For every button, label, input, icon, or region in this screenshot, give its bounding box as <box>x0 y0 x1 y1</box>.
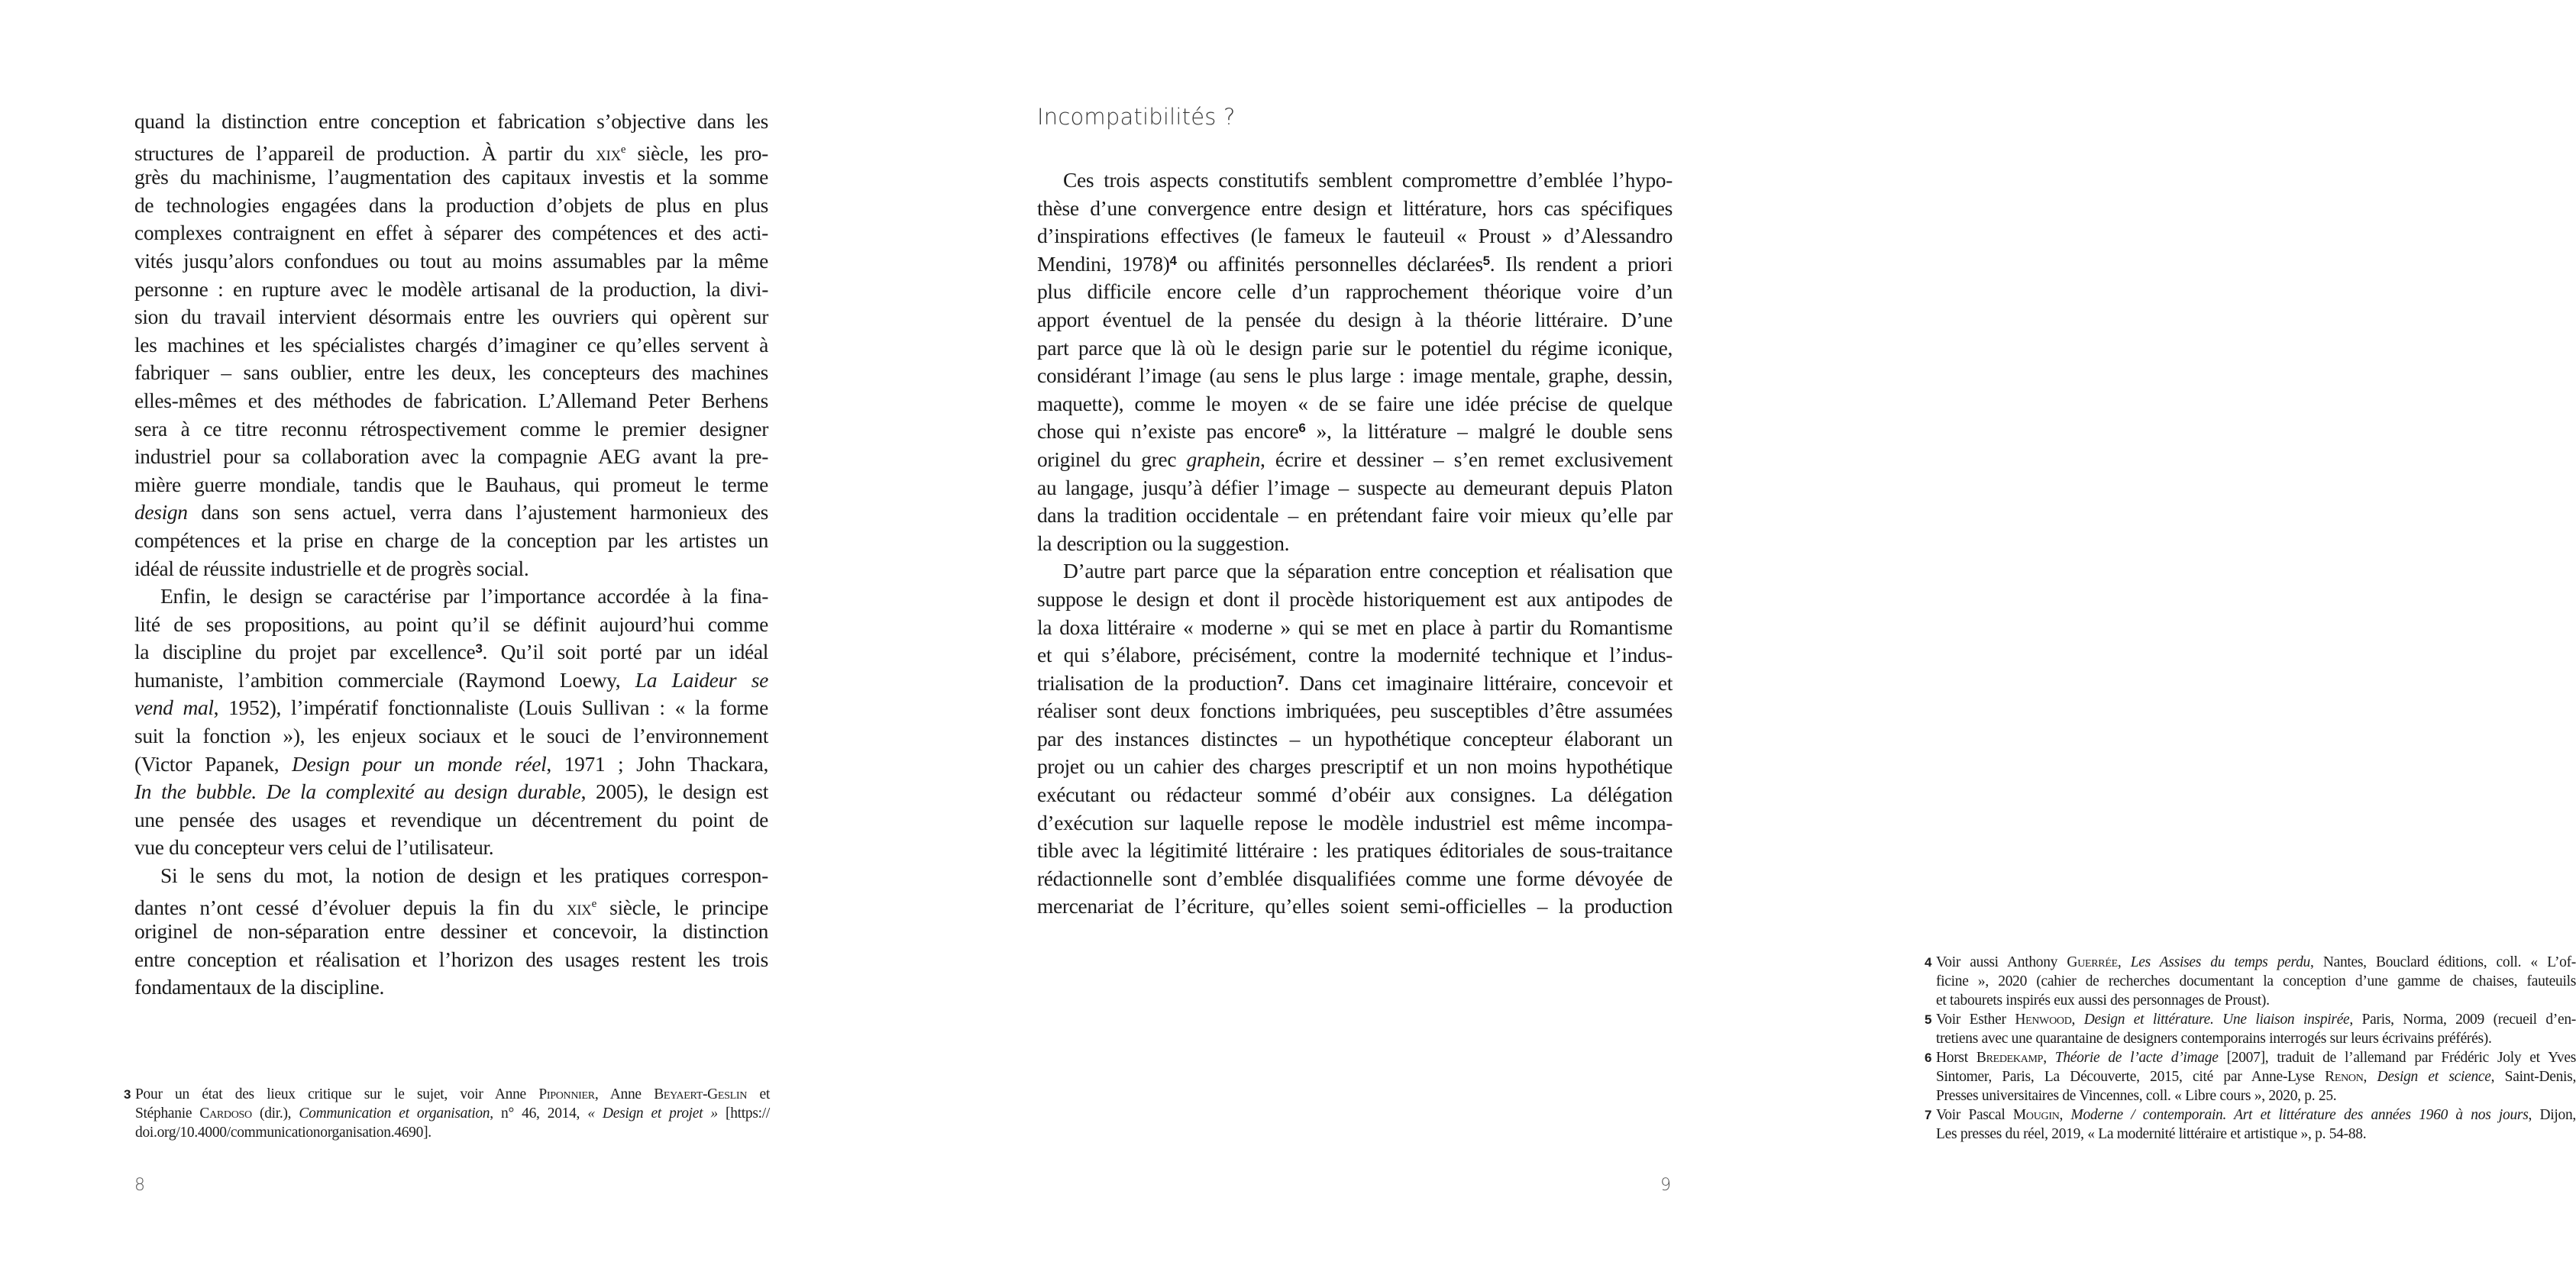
text-line <box>134 806 768 834</box>
text-run: , <box>2043 1050 2055 1066</box>
text-line <box>134 276 768 304</box>
footnote <box>1925 1105 2576 1144</box>
footnote-line <box>135 1085 770 1104</box>
text-run: », la littérature – malgré le double sens <box>1305 419 1673 444</box>
text-run: de technologies engagées dans la production d’objets de plus en plus <box>134 192 768 217</box>
page-number: 9 <box>1660 1176 1671 1195</box>
text-run: ficine », 2020 (cahier de recherches documentant la conception d’une gamme de chaises, fauteuils <box>1936 973 2576 989</box>
text-run: siècle, le principe <box>596 895 768 919</box>
footnote-reference[interactable]: 7 <box>1277 672 1285 687</box>
small-caps-text: Guerrée <box>2067 954 2118 970</box>
text-line <box>134 192 768 220</box>
text-run: d’exécution sur laquelle repose le modèle industriel est même incompa- <box>1037 810 1673 834</box>
text-line <box>1037 557 1673 586</box>
text-run: [https:// <box>717 1105 770 1122</box>
text-run: et tabourets inspirés eux aussi des personnages de Proust). <box>1936 992 2270 1009</box>
text-line <box>134 918 768 946</box>
section-heading: Incompatibilités ? <box>1037 104 1236 130</box>
text-run: sera à ce titre reconnu rétrospectivement comme le premier designer <box>134 416 768 441</box>
text-line <box>1037 670 1673 698</box>
text-run: , 1971 ; John Thackara, <box>546 751 768 776</box>
text-run: part parce que là où le design parie sur le potentiel du régime iconique, <box>1037 335 1673 360</box>
footnote-line <box>135 1123 770 1142</box>
text-run: Voir Esther <box>1936 1012 2015 1028</box>
text-line <box>1037 697 1673 725</box>
italic-text: Design et littérature. Une liaison inspirée <box>2083 1012 2350 1028</box>
italic-text: graphein <box>1186 447 1261 471</box>
right-body-text <box>1037 166 1673 921</box>
text-run: . Ils rendent a priori <box>1489 251 1673 276</box>
left-body-text <box>134 108 768 1002</box>
text-run: Si le sens du mot, la notion de design et les pratiques correspon- <box>160 863 768 888</box>
small-caps-text: Beyaert-Geslin <box>654 1086 748 1102</box>
text-line <box>1037 195 1673 223</box>
text-run: Presses universitaires de Vincennes, coll. « Libre cours », 2020, p. 25. <box>1936 1088 2337 1104</box>
left-footnotes <box>124 1085 770 1142</box>
text-run: vités jusqu’alors confondues ou tout au moins assumables par la même <box>134 248 768 273</box>
right-page <box>902 0 2576 1262</box>
small-caps-text: Renon <box>2325 1069 2364 1085</box>
text-line <box>134 471 768 499</box>
text-line <box>134 136 768 164</box>
text-line <box>134 750 768 779</box>
text-run: grès du machinisme, l’augmentation des capitaux investis et la somme <box>134 165 768 189</box>
footnote-line <box>1936 1125 2576 1144</box>
italic-text: vend mal <box>134 696 214 720</box>
small-caps-text: Bredekamp <box>1976 1050 2044 1066</box>
text-run: Voir Pascal <box>1936 1107 2013 1123</box>
text-line <box>134 443 768 471</box>
text-run: tretiens avec une quarantaine de designers contemporains interrogés sur leurs écrivains préférés). <box>1936 1031 2492 1047</box>
text-line <box>1037 222 1673 250</box>
text-line <box>134 331 768 360</box>
text-run: Horst <box>1936 1050 1976 1066</box>
text-run: une pensée des usages et revendique un décentrement du point de <box>134 807 768 831</box>
text-run: (Victor Papanek, <box>134 751 293 776</box>
text-line <box>1037 781 1673 809</box>
text-line <box>1037 474 1673 502</box>
text-line <box>134 778 768 806</box>
text-run: structures de l’appareil de production. À partir du <box>134 140 596 165</box>
text-run: , <box>2059 1107 2071 1123</box>
text-line <box>1037 614 1673 642</box>
text-run: la discipline du projet par excellence <box>134 640 476 664</box>
italic-text: « Design et projet » <box>587 1105 718 1122</box>
text-run: idéal de réussite industrielle et de progrès social. <box>134 556 529 580</box>
text-line <box>1037 586 1673 614</box>
text-run: , écrire et dessiner – s’en remet exclusivement <box>1260 447 1673 471</box>
footnote <box>124 1085 770 1142</box>
footnote-line <box>135 1104 770 1123</box>
footnote <box>1925 1048 2576 1105</box>
text-line <box>134 359 768 387</box>
text-run: trialisation de la production <box>1037 670 1278 695</box>
text-line <box>134 583 768 611</box>
small-caps-text: xix <box>596 140 621 165</box>
text-run: , Dijon, <box>2528 1107 2576 1123</box>
left-page <box>0 0 902 1262</box>
text-run: exécutant ou rédacteur sommé d’obéir aux consignes. La délégation <box>1037 783 1673 807</box>
text-run: siècle, les pro- <box>625 140 768 165</box>
text-run: (dir.), <box>251 1105 299 1122</box>
text-run: elles-mêmes et des méthodes de fabrication. L’Allemand Peter Berhens <box>134 388 768 412</box>
text-line <box>1037 166 1673 195</box>
footnote-reference[interactable]: 4 <box>1169 253 1177 268</box>
text-line <box>134 834 768 862</box>
small-caps-text: Henwood <box>2015 1012 2072 1028</box>
text-line <box>1037 865 1673 893</box>
text-line <box>1037 837 1673 865</box>
text-line <box>134 862 768 890</box>
text-run: Enfin, le design se caractérise par l’importance accordée à la fina- <box>160 584 768 608</box>
small-caps-text: xix <box>566 895 592 919</box>
text-line <box>134 722 768 750</box>
text-run: , Nantes, Bouclard éditions, coll. « L’of- <box>2309 954 2576 970</box>
text-line <box>1037 446 1673 474</box>
text-line <box>1037 641 1673 670</box>
text-line <box>1037 278 1673 306</box>
text-line <box>134 667 768 695</box>
text-run: fabriquer – sans oublier, entre les deux, les concepteurs des machines <box>134 360 768 385</box>
text-line <box>1037 892 1673 921</box>
text-run: au langage, jusqu’à défier l’image – suspecte au demeurant depuis Platon <box>1037 475 1673 499</box>
text-run: fondamentaux de la discipline. <box>134 975 385 999</box>
footnote-number: 5 <box>1925 1012 1932 1027</box>
text-run: , <box>2117 954 2131 970</box>
text-run: les machines et les spécialistes chargés d’imaginer ce qu’elles servent à <box>134 332 768 357</box>
text-run: . Qu’il soit porté par un idéal <box>482 640 768 664</box>
text-run: sion du travail intervient désormais entre les ouvriers qui opèrent sur <box>134 305 768 329</box>
text-run: Les presses du réel, 2019, « La modernité littéraire et artistique », p. 54-88. <box>1936 1126 2367 1142</box>
text-run: Voir aussi Anthony <box>1936 954 2067 970</box>
footnote <box>1925 953 2576 1010</box>
text-run: originel de non-séparation entre dessiner et concevoir, la distinction <box>134 919 768 944</box>
italic-text: In the bubble. De la complexité au design durable <box>134 779 581 804</box>
text-run: d’inspirations effectives (le fameux le fauteuil « Proust » d’Alessandro <box>1037 224 1673 248</box>
text-line <box>1037 530 1673 558</box>
text-run: complexes contraignent en effet à séparer des compétences et des acti- <box>134 221 768 245</box>
text-run: maquette), comme le moyen « de se faire une idée précise de quelque <box>1037 391 1673 415</box>
text-line <box>134 163 768 192</box>
text-run: la doxa littéraire « moderne » qui se met en place à partir du Romantisme <box>1037 615 1673 639</box>
text-line <box>134 611 768 639</box>
text-run: vue du concepteur vers celui de l’utilisateur. <box>134 835 494 860</box>
text-run: , <box>2071 1012 2084 1028</box>
text-run: suppose le design et dont il procède historiquement est aux antipodes de <box>1037 586 1673 611</box>
text-line <box>134 555 768 583</box>
text-run: humaniste, l’ambition commerciale (Raymond Loewy, <box>134 667 635 692</box>
text-run: doi.org/10.4000/communicationorganisation.4690]. <box>135 1125 431 1141</box>
footnote-number: 7 <box>1925 1108 1932 1122</box>
text-line <box>134 946 768 974</box>
footnote-reference[interactable]: 6 <box>1298 421 1306 436</box>
text-run: quand la distinction entre conception et fabrication s’objective dans les <box>134 109 768 133</box>
text-run: dantes n’ont cessé d’évoluer depuis la fin du <box>134 895 567 919</box>
text-run: dans son sens actuel, verra dans l’ajustement harmonieux des <box>187 500 768 524</box>
text-line <box>134 694 768 722</box>
text-line <box>1037 753 1673 781</box>
text-line <box>1037 250 1673 279</box>
text-line <box>134 247 768 276</box>
text-run: Mendini, 1978) <box>1037 251 1170 276</box>
text-run: mercenariat de l’écriture, qu’elles soient semi-officielles – la production <box>1037 894 1673 918</box>
text-run: considérant l’image (au sens le plus large : image mentale, graphe, dessin, <box>1037 363 1673 388</box>
text-run: Sintomer, Paris, La Découverte, 2015, cité par Anne-Lyse <box>1936 1069 2326 1085</box>
text-line <box>134 973 768 1002</box>
superscript: e <box>620 143 626 156</box>
footnote-line <box>1936 1029 2576 1048</box>
text-line <box>134 387 768 415</box>
text-run: , <box>2363 1069 2377 1085</box>
italic-text: Design et science <box>2377 1069 2491 1085</box>
text-line <box>1037 306 1673 334</box>
text-line <box>134 638 768 667</box>
text-run: , 1952), l’impératif fonctionnaliste (Louis Sullivan : « la forme <box>213 696 768 720</box>
text-run: originel du grec <box>1037 447 1187 471</box>
text-run: plus difficile encore celle d’un rapprochement théorique voire d’un <box>1037 279 1673 304</box>
italic-text: Théorie de l’acte d’image <box>2054 1050 2219 1066</box>
text-run: rédactionnelle sont d’emblée disqualifiées comme une forme dévoyée de <box>1037 866 1673 890</box>
footnote-number: 3 <box>124 1087 131 1102</box>
text-run: apport éventuel de la pensée du design à la théorie littéraire. D’une <box>1037 307 1673 331</box>
text-run: ou affinités personnelles déclarées <box>1176 251 1483 276</box>
right-footnotes <box>1925 953 2576 1144</box>
text-line <box>134 108 768 136</box>
footnote-line <box>1936 1048 2576 1067</box>
text-run: [2007], traduit de l’allemand par Frédéric Joly et Yves <box>2218 1050 2576 1066</box>
text-line <box>134 527 768 555</box>
footnote-line <box>1936 1010 2576 1029</box>
text-run: D’autre part parce que la séparation entre conception et réalisation que <box>1063 559 1673 583</box>
text-run: dans la tradition occidentale – en prétendant faire voir mieux qu’elle par <box>1037 503 1673 528</box>
text-run: , Saint-Denis, <box>2490 1069 2576 1085</box>
footnote-line <box>1936 991 2576 1010</box>
superscript: e <box>591 897 596 910</box>
text-run: et <box>747 1086 770 1102</box>
text-run: chose qui n’existe pas encore <box>1037 419 1299 444</box>
italic-text: design <box>134 500 188 524</box>
text-run: Stéphanie <box>135 1105 200 1122</box>
text-run: et qui s’élabore, précisément, contre la modernité technique et l’indus- <box>1037 643 1673 667</box>
text-run: Ces trois aspects constitutifs semblent compromettre d’emblée l’hypo- <box>1063 168 1673 192</box>
text-run: Pour un état des lieux critique sur le sujet, voir Anne <box>135 1086 539 1102</box>
text-run: personne : en rupture avec le modèle artisanal de la production, la divi- <box>134 276 768 301</box>
footnote <box>1925 1010 2576 1048</box>
text-line <box>1037 809 1673 838</box>
small-caps-text: Mougin <box>2012 1107 2060 1123</box>
text-run: par des instances distinctes – un hypothétique concepteur élaborant un <box>1037 726 1673 750</box>
text-run: industriel pour sa collaboration avec la compagnie AEG avant la pre- <box>134 444 768 469</box>
text-run: projet ou un cahier des charges prescriptif et un non moins hypothétique <box>1037 754 1673 779</box>
text-run: , n° 46, 2014, <box>490 1105 588 1122</box>
text-run: tible avec la légitimité littéraire : les pratiques éditoriales de sous-traitance <box>1037 838 1673 863</box>
italic-text: Les Assises du temps perdu <box>2130 954 2310 970</box>
italic-text: Design pour un monde réel <box>292 751 547 776</box>
footnote-line <box>1936 1067 2576 1086</box>
text-run: entre conception et réalisation et l’horizon des usages restent les trois <box>134 947 768 971</box>
italic-text: Communication et organisation <box>299 1105 490 1122</box>
text-line <box>1037 725 1673 754</box>
text-run: , Anne <box>594 1086 655 1102</box>
small-caps-text: Piponnier <box>538 1086 595 1102</box>
text-line <box>134 890 768 918</box>
footnote-line <box>1936 1086 2576 1105</box>
footnote-line <box>1936 1105 2576 1125</box>
footnote-reference[interactable]: 3 <box>475 641 483 657</box>
italic-text: La Laideur se <box>635 667 768 692</box>
text-run: , Paris, Norma, 2009 (recueil d’en- <box>2349 1012 2576 1028</box>
text-run: compétences et la prise en charge de la conception par les artistes un <box>134 528 768 552</box>
text-line <box>134 499 768 527</box>
text-line <box>1037 334 1673 363</box>
text-line <box>1037 390 1673 418</box>
text-line <box>1037 502 1673 530</box>
text-run: suit la fonction »), les enjeux sociaux et le souci de l’environnement <box>134 724 768 748</box>
text-run: , 2005), le design est <box>580 779 768 804</box>
footnote-reference[interactable]: 5 <box>1482 253 1490 268</box>
text-line <box>1037 418 1673 446</box>
small-caps-text: Cardoso <box>199 1105 252 1122</box>
text-run: lité de ses propositions, au point qu’il se définit aujourd’hui comme <box>134 612 768 636</box>
text-line <box>134 303 768 331</box>
text-run: la description ou la suggestion. <box>1037 531 1290 555</box>
footnote-number: 6 <box>1925 1051 1932 1065</box>
text-line <box>1037 362 1673 390</box>
text-line <box>134 219 768 247</box>
text-run: thèse d’une convergence entre design et littérature, hors cas spécifiques <box>1037 195 1673 220</box>
text-line <box>134 415 768 444</box>
text-run: mière guerre mondiale, tandis que le Bauhaus, qui promeut le terme <box>134 472 768 496</box>
footnote-line <box>1936 972 2576 991</box>
page-number: 8 <box>134 1176 145 1195</box>
footnote-number: 4 <box>1925 955 1932 970</box>
text-run: . Dans cet imaginaire littéraire, concevoir et <box>1284 670 1673 695</box>
italic-text: Moderne / contemporain. Art et littérature des années 1960 à nos jours <box>2070 1107 2529 1123</box>
text-run: réaliser sont deux fonctions imbriquées, peu susceptibles d’être assumées <box>1037 699 1673 723</box>
footnote-line <box>1936 953 2576 972</box>
